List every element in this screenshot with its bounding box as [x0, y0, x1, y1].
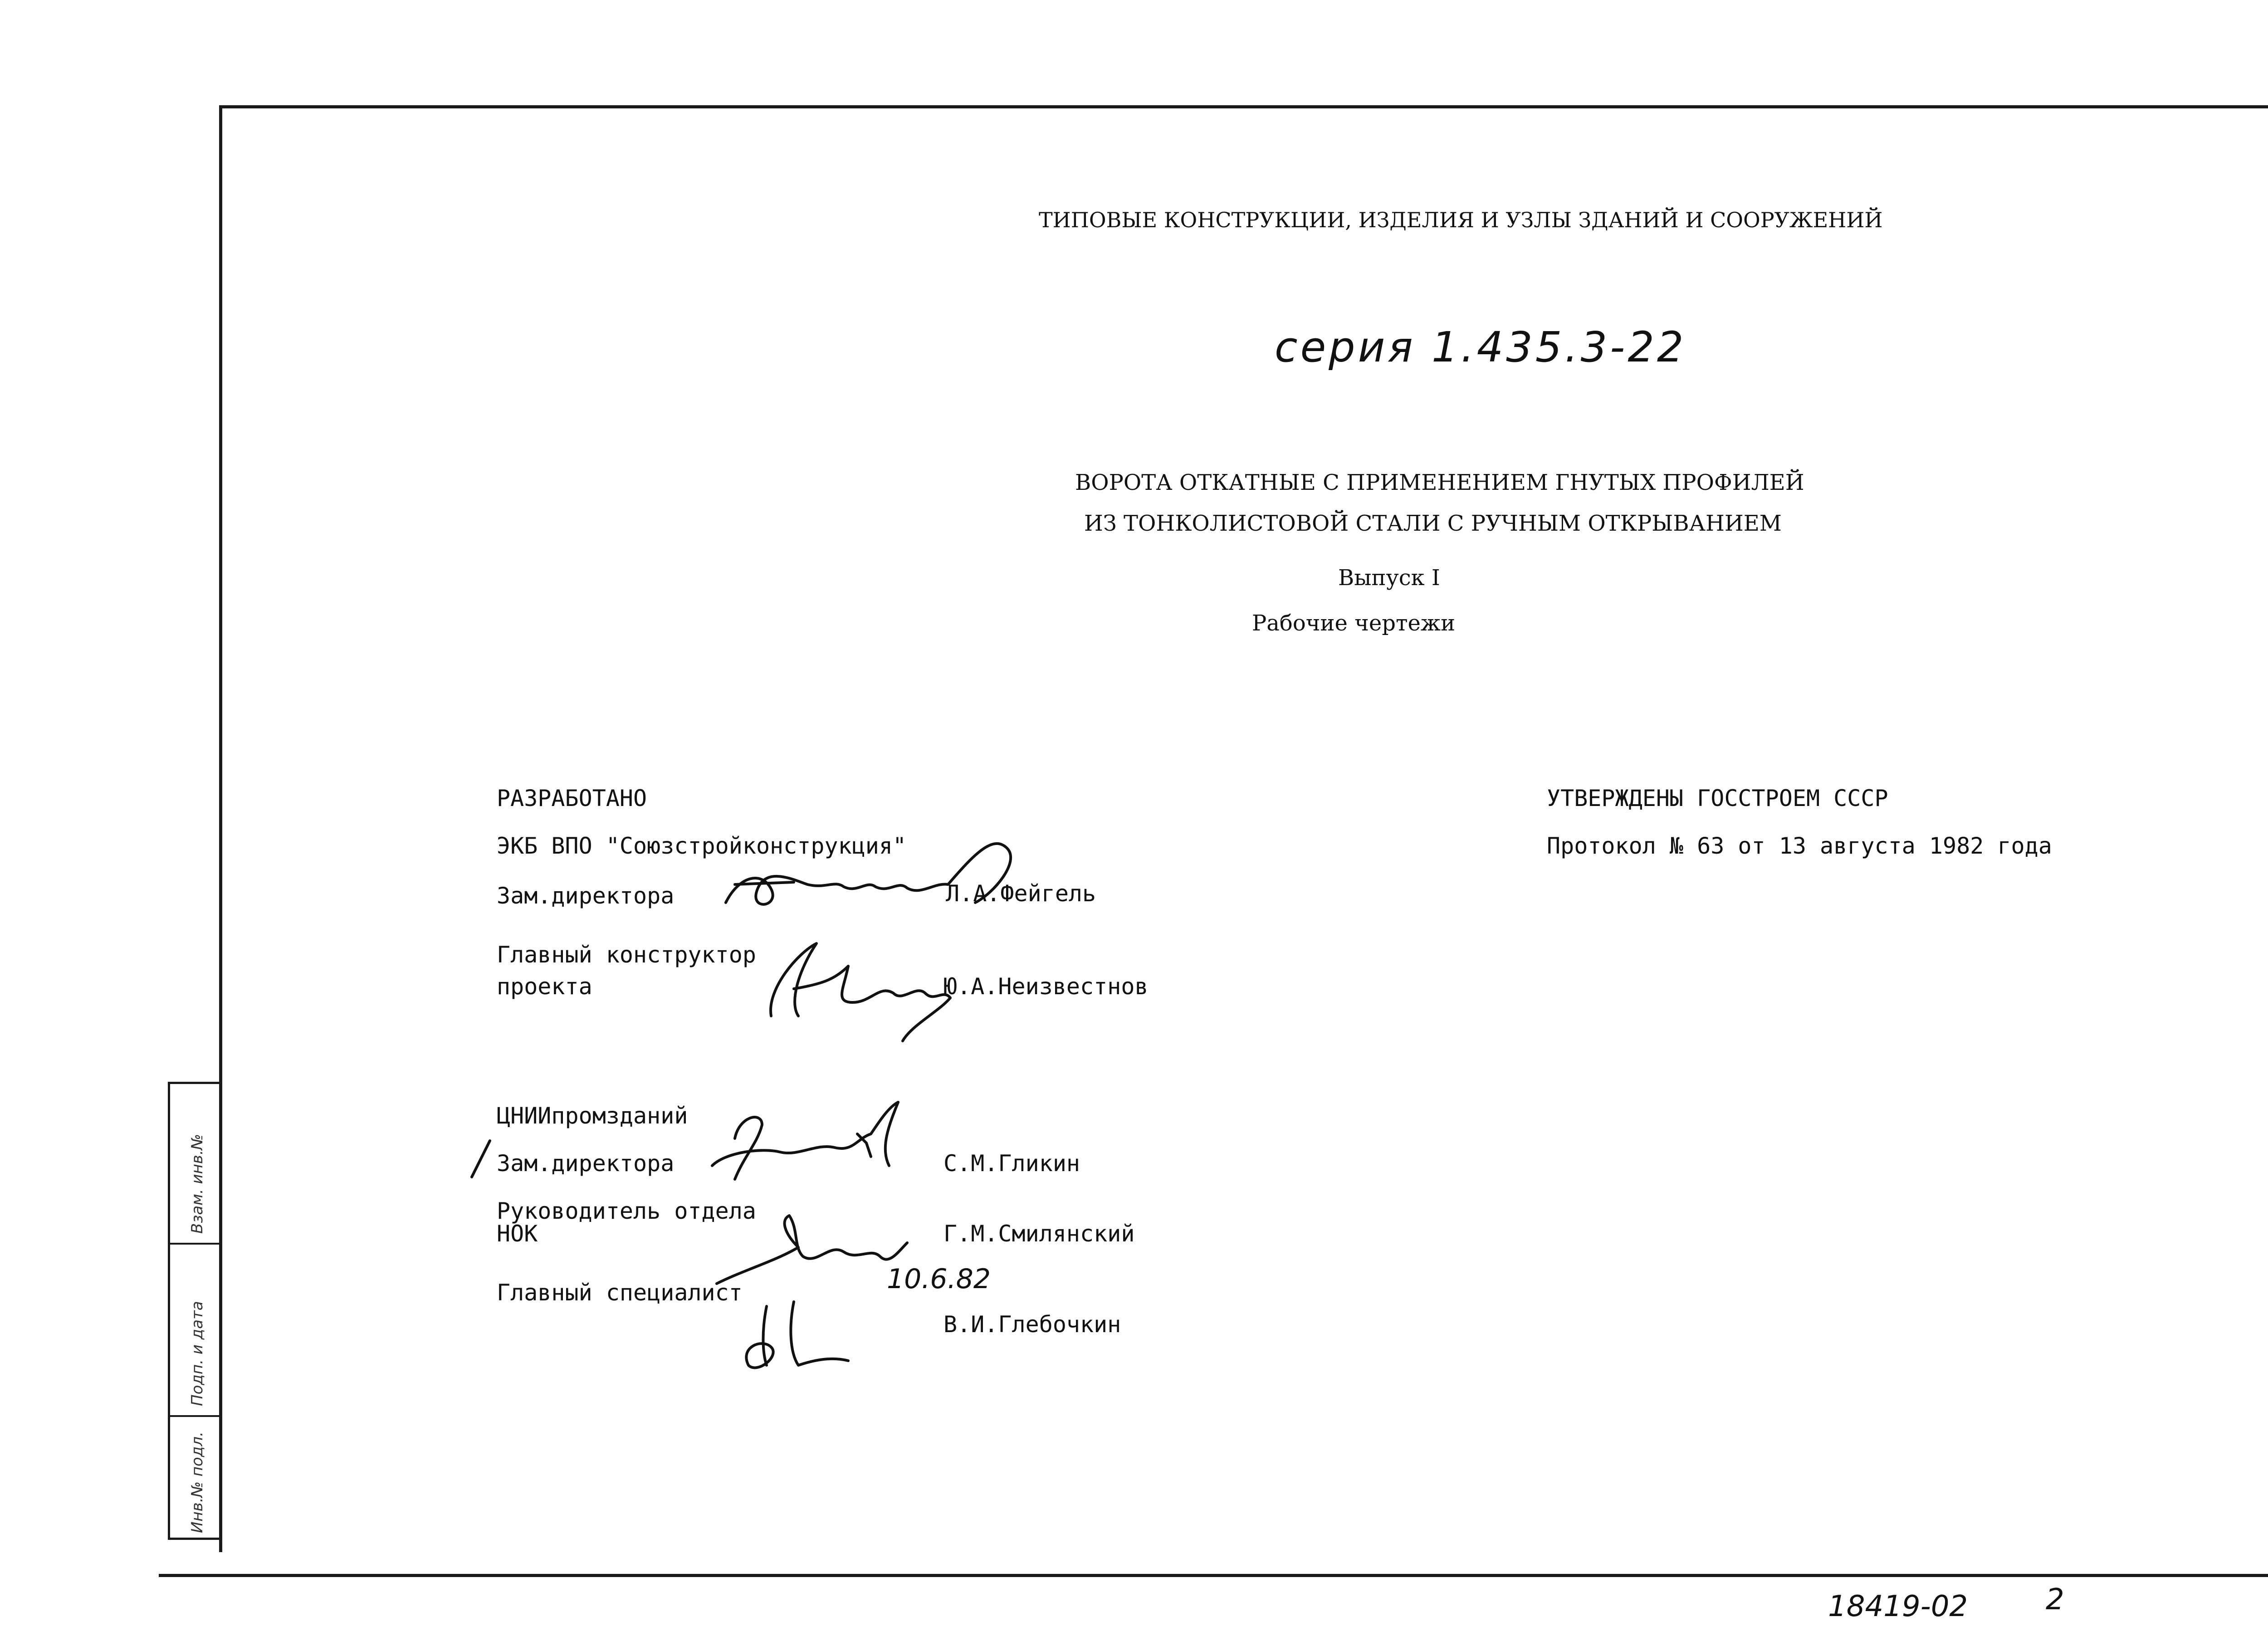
issue-label: Выпуск I — [1338, 565, 1440, 591]
series-number: серия 1.435.3-22 — [1275, 323, 1686, 371]
developer-name-2: Ю.А.Неизвестнов — [943, 973, 1149, 1000]
stamp-inv-label: Инв.№ подл. — [188, 1431, 206, 1533]
developer-org-2: ЦНИИпромзданий — [497, 1103, 688, 1129]
signature-smilyansky — [708, 1206, 921, 1293]
developer-role-2-line-1: Главный конструктор — [497, 942, 756, 968]
developer-role-2-line-2: проекта — [497, 973, 592, 1000]
developer-name-4: Г.М.Смилянский — [943, 1221, 1135, 1247]
signature-neizvestnov — [767, 934, 957, 1043]
developer-role-5: Главный специалист — [497, 1280, 743, 1306]
title-line-1: ВОРОТА ОТКАТНЫЕ С ПРИМЕНЕНИЕМ ГНУТЫХ ПРОФИЛЕЙ — [1075, 470, 1804, 495]
developer-role-4-line-2: НОК — [497, 1221, 538, 1247]
document-subtitle: Рабочие чертежи — [1252, 611, 1456, 636]
approval-protocol: Протокол № 63 от 13 августа 1982 года — [1547, 833, 2052, 859]
signature-feigel — [721, 835, 1016, 925]
developer-name-3: С.М.Гликин — [943, 1150, 1080, 1177]
developed-heading: РАЗРАБОТАНО — [497, 785, 647, 811]
signature-glikin — [708, 1098, 916, 1188]
frame-bottom — [159, 1574, 2268, 1577]
side-stamp — [168, 1082, 222, 1540]
developer-name-1: Л.А.Фейгель — [946, 880, 1096, 907]
collection-title: ТИПОВЫЕ КОНСТРУКЦИИ, ИЗДЕЛИЯ И УЗЛЫ ЗДАНИЙ И СООРУЖЕНИЙ — [1039, 208, 1883, 232]
approved-heading: УТВЕРЖДЕНЫ ГОССТРОЕМ СССР — [1547, 785, 1888, 811]
title-line-2: ИЗ ТОНКОЛИСТОВОЙ СТАЛИ С РУЧНЫМ ОТКРЫВАНИЕМ — [1084, 511, 1782, 536]
signature-glebochkin — [739, 1284, 857, 1379]
developer-role-3: Зам.директора — [497, 1150, 675, 1177]
slash-mark — [467, 1138, 494, 1179]
handwritten-date: 10.6.82 — [887, 1263, 991, 1295]
page-mark: 2 — [2046, 1583, 2064, 1617]
stamp-replace-label: Взам. инв.№ — [188, 1133, 206, 1234]
frame-top — [220, 105, 2268, 108]
developer-role-4-line-1: Руководитель отдела — [497, 1198, 756, 1224]
developer-name-5: В.И.Глебочкин — [943, 1311, 1121, 1338]
inventory-number: 18419-02 — [1828, 1590, 1968, 1623]
developer-org-1: ЭКБ ВПО "Союзстройконструкция" — [497, 833, 907, 859]
developer-role-1: Зам.директора — [497, 883, 675, 909]
stamp-sign-date-label: Подп. и дата — [188, 1301, 206, 1406]
